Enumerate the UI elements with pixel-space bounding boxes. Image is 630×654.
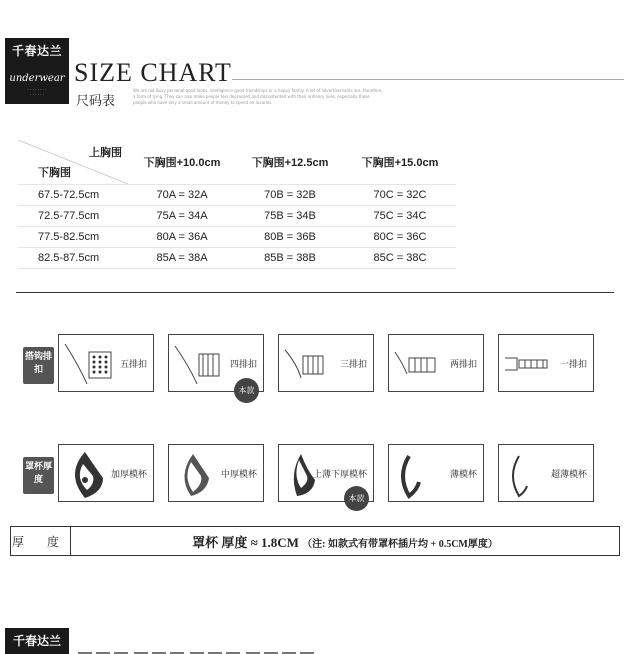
- hook-label: 五排扣: [119, 360, 147, 370]
- page-title: SIZE CHART: [74, 58, 232, 87]
- hook-card-three: [278, 334, 374, 392]
- size-cell: 75A = 34A: [128, 206, 236, 227]
- band-cell: 67.5-72.5cm: [18, 185, 128, 206]
- thickness-row: [10, 526, 620, 556]
- column-header: 下胸围+12.5cm: [236, 140, 344, 185]
- size-cell: 70A = 32A: [128, 185, 236, 206]
- hook-label: 一排扣: [559, 360, 587, 370]
- table-row: [18, 248, 456, 269]
- section-divider: [16, 292, 614, 293]
- page-subtitle: 尺码表: [76, 94, 116, 109]
- ultra-thin-cup-icon: [503, 450, 553, 500]
- size-cell: 75B = 34B: [236, 206, 344, 227]
- medium-cup-icon: [173, 450, 223, 500]
- size-cell: 80C = 36C: [344, 227, 456, 248]
- size-cell: 70B = 32B: [236, 185, 344, 206]
- title-underline: [232, 79, 624, 80]
- footer-brand-logo: 千春达兰: [5, 628, 69, 654]
- thin-cup-icon: [393, 450, 443, 500]
- size-cell: 80A = 36A: [128, 227, 236, 248]
- footer-title-cropped: [78, 647, 323, 654]
- hooks-section-tag: 搭钩排扣: [23, 347, 54, 384]
- hook-label: 两排扣: [449, 360, 477, 370]
- current-style-badge: 本款: [234, 378, 259, 403]
- band-cell: 72.5-77.5cm: [18, 206, 128, 227]
- size-cell: 80B = 36B: [236, 227, 344, 248]
- hook-label: 三排扣: [339, 360, 367, 370]
- thickness-value-cell: [71, 532, 619, 551]
- five-row-hook-icon: [63, 340, 119, 388]
- one-row-hook-icon: [503, 340, 559, 388]
- three-row-hook-icon: [283, 340, 339, 388]
- cup-label: 上薄下厚模杯: [312, 470, 367, 480]
- size-cell: 75C = 34C: [344, 206, 456, 227]
- logo-fine-print: · · · · · · · · · · · · · ·: [27, 87, 47, 97]
- cup-card-medium: [168, 444, 264, 502]
- cup-card-thin: [388, 444, 484, 502]
- cup-label: 加厚模杯: [110, 470, 147, 480]
- column-header: 下胸围+10.0cm: [128, 140, 236, 185]
- two-row-hook-icon: [393, 340, 449, 388]
- thickness-label: 厚 度: [11, 527, 71, 555]
- column-header: 下胸围+15.0cm: [344, 140, 456, 185]
- cup-label: 超薄模杯: [550, 470, 587, 480]
- cup-card-extra-thick: [58, 444, 154, 502]
- cups-section-tag: 罩杯厚度: [23, 457, 54, 494]
- band-cell: 82.5-87.5cm: [18, 248, 128, 269]
- table-row: [18, 185, 456, 206]
- thickness-note: （注: 如款式有带罩杯插片均 + 0.5CM厚度）: [302, 538, 498, 550]
- hook-label: 四排扣: [229, 360, 257, 370]
- corner-top-label: 上胸围: [89, 147, 122, 159]
- size-cell: 85A = 38A: [128, 248, 236, 269]
- thickness-value: 罩杯 厚度 ≈ 1.8CM: [192, 534, 299, 550]
- size-table: [18, 140, 456, 269]
- size-cell: 85C = 38C: [344, 248, 456, 269]
- cropped-heading-glyphs: [78, 649, 323, 654]
- size-cell: 70C = 32C: [344, 185, 456, 206]
- table-corner: [18, 140, 128, 185]
- corner-bottom-label: 下胸围: [38, 167, 71, 179]
- brand-name: 千春达兰: [11, 44, 62, 58]
- current-style-badge: 本款: [344, 486, 369, 511]
- four-row-hook-icon: [173, 340, 229, 388]
- cup-label: 薄模杯: [449, 470, 477, 480]
- cup-label: 中厚模杯: [220, 470, 257, 480]
- hook-card-one: [498, 334, 594, 392]
- brand-script: underwear: [9, 73, 65, 84]
- table-row: [18, 206, 456, 227]
- brand-logo: [5, 38, 69, 104]
- table-row: [18, 227, 456, 248]
- cup-card-ultra-thin: [498, 444, 594, 502]
- fine-print: We are not Busy personal good looks, intelligence good friendships or a happy family. A lot of advertisements are, therefore, a form of lying. They can also make people feel depressed and discontented with their ordinary lives, especially those people who have only a small amount of money to spend on luxuries: [133, 88, 383, 105]
- band-cell: 77.5-82.5cm: [18, 227, 128, 248]
- hook-card-five: [58, 334, 154, 392]
- table-header-row: [18, 140, 456, 185]
- size-cell: 85B = 38B: [236, 248, 344, 269]
- extra-thick-cup-icon: [63, 450, 113, 500]
- hook-card-two: [388, 334, 484, 392]
